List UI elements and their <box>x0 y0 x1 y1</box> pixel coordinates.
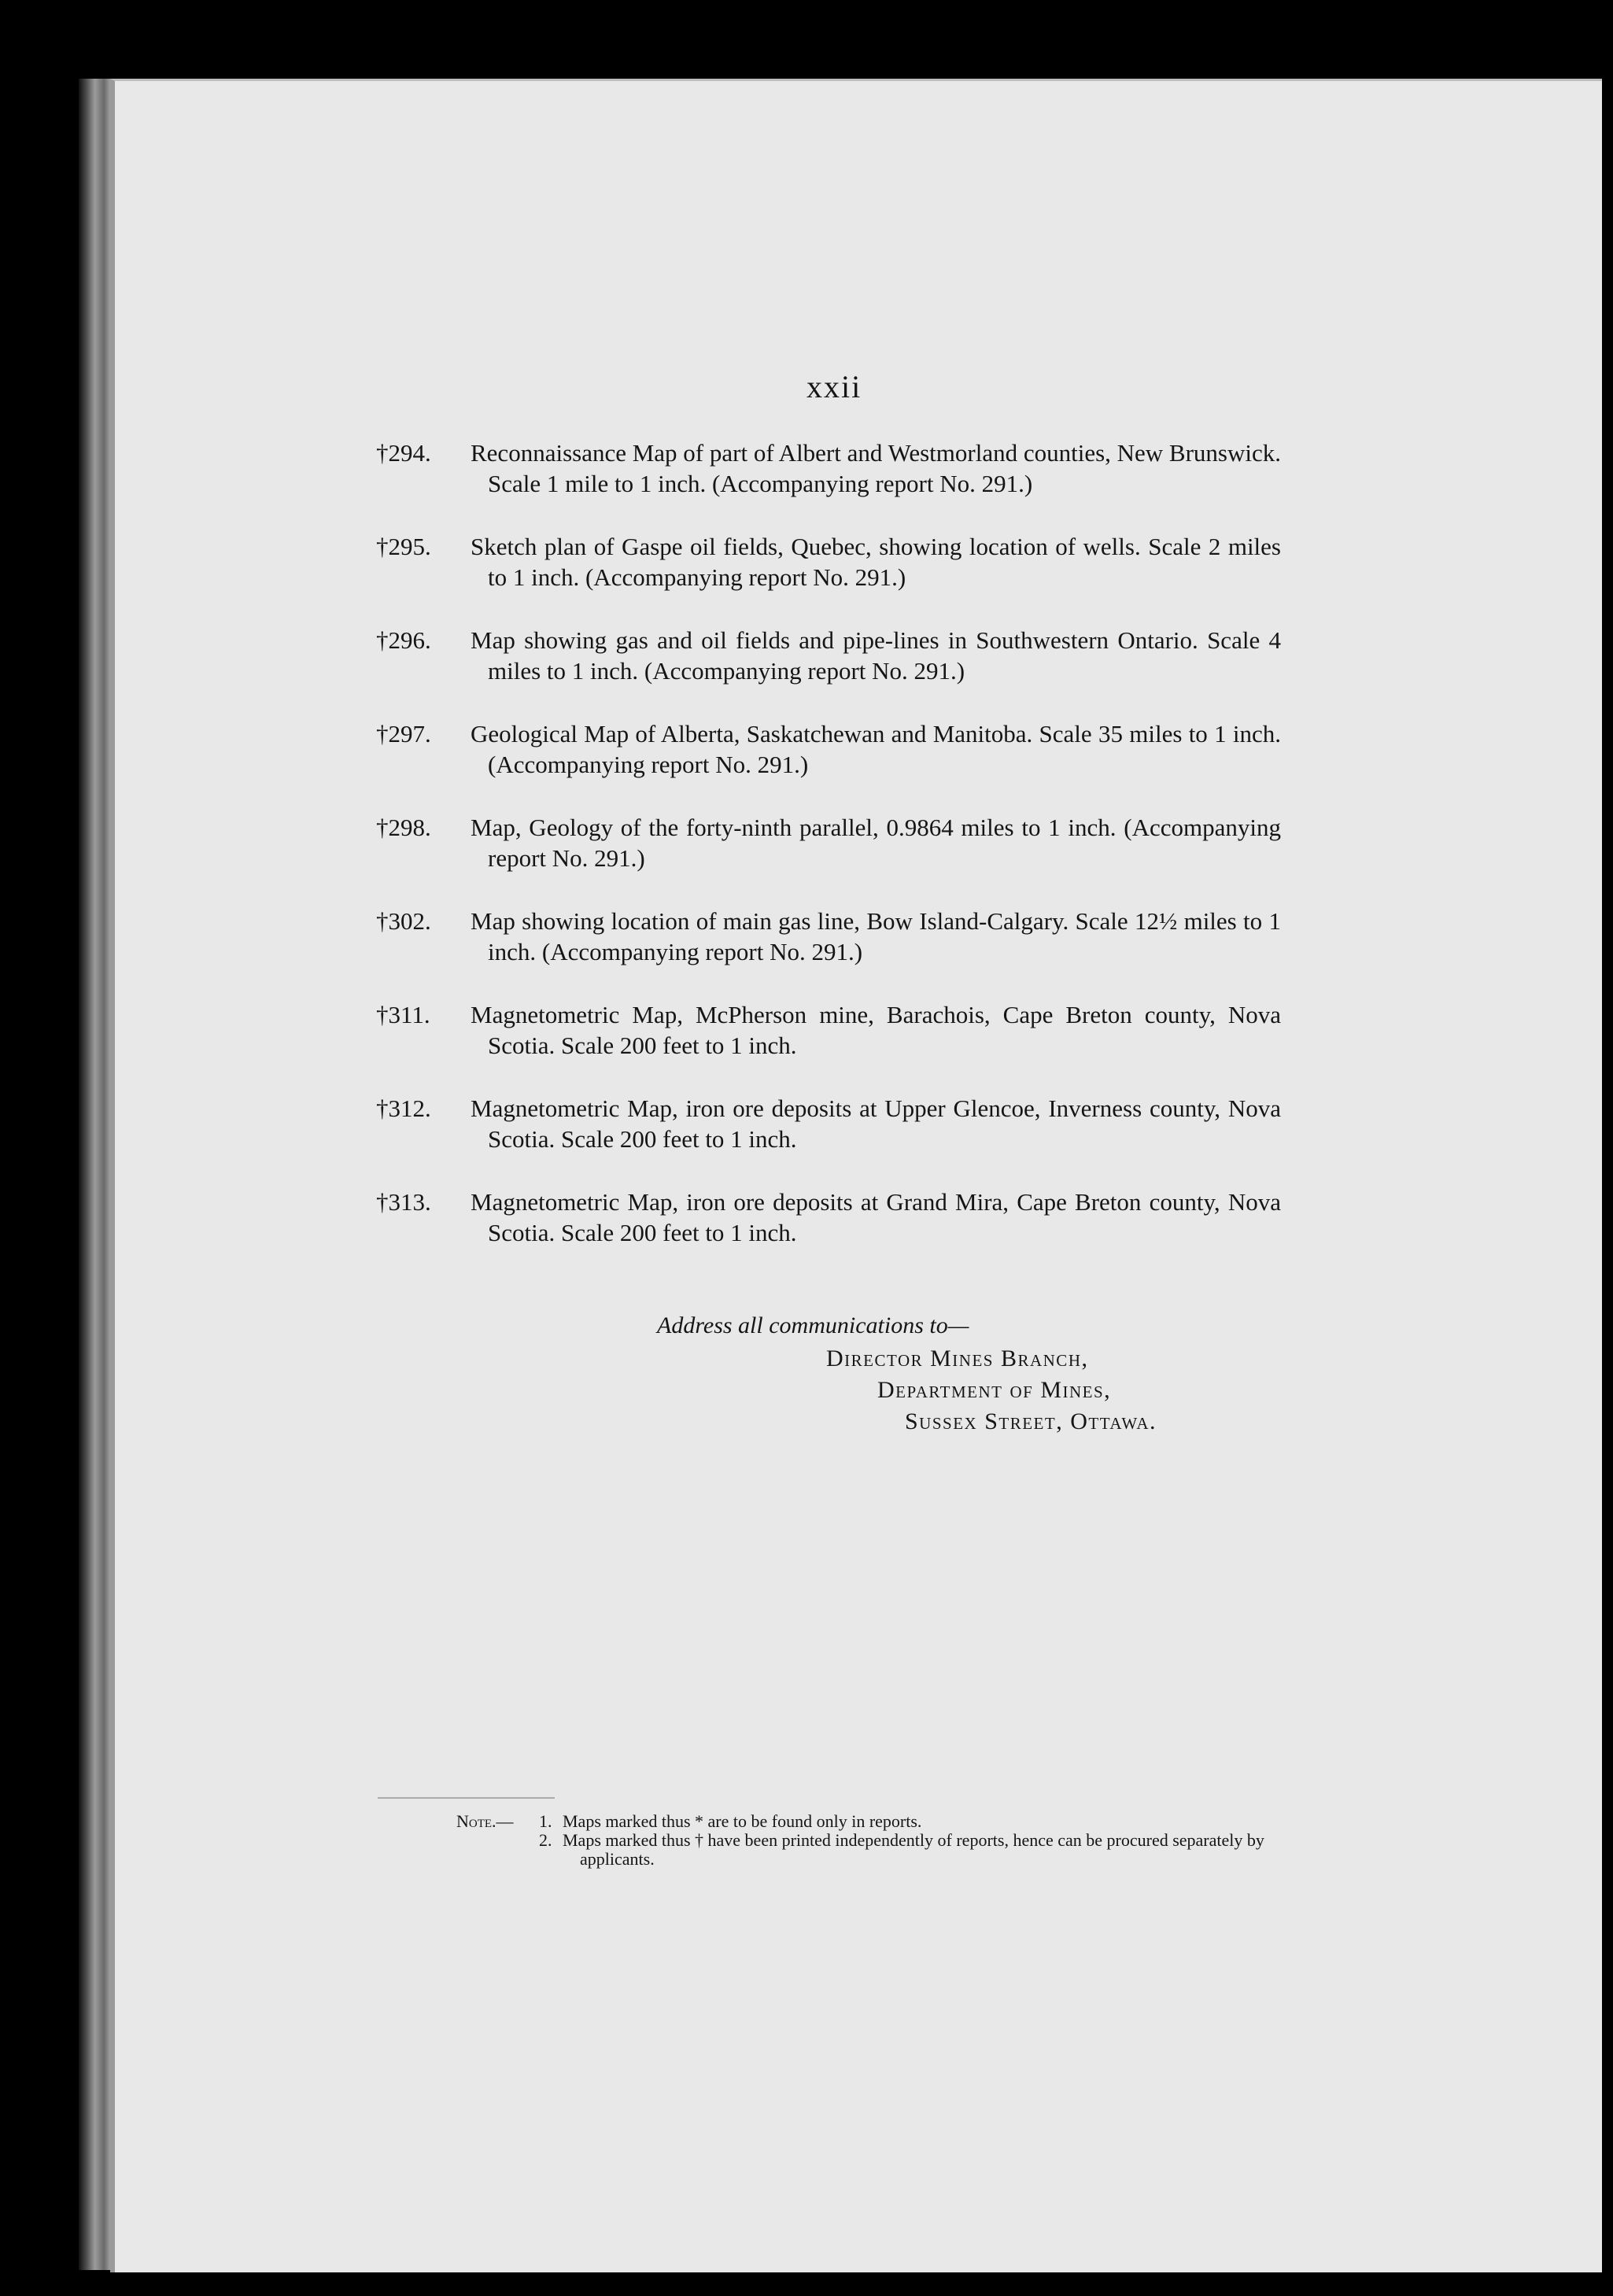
map-entry <box>376 906 1281 967</box>
map-entry <box>376 1093 1281 1154</box>
footnote <box>456 1812 1275 1869</box>
note-item-text: Maps marked thus * are to be found only in reports. <box>563 1811 922 1831</box>
note-item-text: Maps marked thus † have been printed independently of reports, hence can be procured separately by applicants. <box>563 1830 1264 1869</box>
map-entry-text: Geological Map of Alberta, Saskatchewan and Manitoba. Scale 35 miles to 1 inch. (Accompanying report No. 291.) <box>471 720 1281 778</box>
map-entry-text: Magnetometric Map, iron ore deposits at Grand Mira, Cape Breton county, Nova Scotia. Scale 200 feet to 1 inch. <box>471 1188 1281 1246</box>
map-entry-text: Magnetometric Map, McPherson mine, Barachois, Cape Breton county, Nova Scotia. Scale 200 feet to 1 inch. <box>471 1001 1281 1059</box>
map-entry-text: Map showing location of main gas line, Bow Island-Calgary. Scale 12½ miles to 1 inch. (Accompanying report No. 291.) <box>471 907 1281 965</box>
footnote-divider <box>378 1797 555 1799</box>
map-entry <box>376 531 1281 592</box>
map-entry <box>376 718 1281 780</box>
map-entry-number: †294. <box>376 439 431 467</box>
address-line: Sussex Street, Ottawa. <box>905 1408 1157 1434</box>
map-entry-number: †297. <box>376 720 431 747</box>
map-entry <box>376 625 1281 686</box>
map-entry-number: †295. <box>376 533 431 560</box>
map-entry-number: †311. <box>376 1001 430 1028</box>
map-entry <box>376 1187 1281 1248</box>
address-line: Department of Mines, <box>877 1377 1112 1403</box>
address-line: Director Mines Branch, <box>826 1345 1089 1371</box>
note-item-number: 1. <box>539 1811 552 1831</box>
note-item <box>456 1812 1275 1831</box>
note-item-number: 2. <box>539 1830 552 1850</box>
map-entry <box>376 437 1281 499</box>
map-entry-text: Map showing gas and oil fields and pipe-lines in Southwestern Ontario. Scale 4 miles to 1 inch. (Accompanying report No. 291.) <box>471 626 1281 685</box>
map-entry-number: †296. <box>376 626 431 654</box>
page-number: xxii <box>806 369 862 404</box>
map-entry <box>376 999 1281 1061</box>
map-entry-number: †298. <box>376 814 431 841</box>
map-entry-text: Sketch plan of Gaspe oil fields, Quebec, showing location of wells. Scale 2 miles to 1 inch. (Accompanying report No. 291.) <box>471 533 1281 591</box>
map-entry-number: †313. <box>376 1188 431 1216</box>
map-list <box>376 437 1281 1280</box>
map-entry-text: Map, Geology of the forty-ninth parallel, 0.9864 miles to 1 inch. (Accompanying report No. 291.) <box>471 814 1281 872</box>
map-entry-text: Magnetometric Map, iron ore deposits at Upper Glencoe, Inverness county, Nova Scotia. Scale 200 feet to 1 inch. <box>471 1094 1281 1153</box>
map-entry-text: Reconnaissance Map of part of Albert and Westmorland counties, New Brunswick. Scale 1 mile to 1 inch. (Accompanying report No. 291.) <box>471 439 1282 497</box>
note-label: Note.— <box>456 1811 514 1831</box>
map-entry <box>376 812 1281 873</box>
map-entry-number: †302. <box>376 907 431 935</box>
note-item <box>456 1831 1275 1869</box>
map-entry-number: †312. <box>376 1094 431 1122</box>
address-intro: Address all communications to— <box>657 1312 969 1338</box>
